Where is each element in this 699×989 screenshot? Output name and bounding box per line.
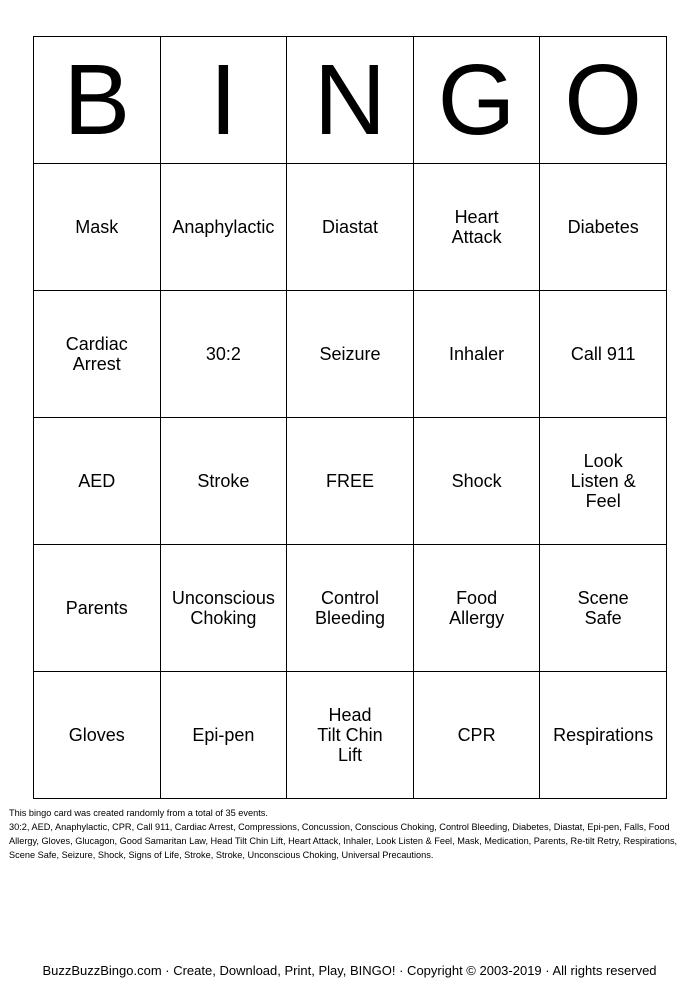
cell-label: Look Listen & Feel [570, 450, 636, 511]
cell-label: Mask [75, 216, 119, 237]
bingo-cell [287, 291, 414, 418]
bingo-card [33, 36, 667, 799]
bingo-cell [34, 291, 161, 418]
cell-label: FREE [325, 470, 374, 491]
cell-label: Parents [65, 597, 128, 618]
bingo-cell [413, 291, 540, 418]
cell-label: Diabetes [567, 216, 639, 237]
bingo-cell [287, 545, 414, 672]
bingo-row [34, 418, 667, 545]
cell-label: Anaphylactic [172, 216, 275, 237]
bingo-cell [160, 418, 287, 545]
events-intro: This bingo card was created randomly from a total of 35 events. [9, 808, 268, 818]
header-letter-o: O [540, 37, 667, 164]
bingo-cell [540, 418, 667, 545]
bingo-cell [34, 418, 161, 545]
cell-label: Heart Attack [451, 206, 502, 247]
bingo-cell [540, 672, 667, 799]
bingo-cell [413, 545, 540, 672]
bingo-cell [287, 164, 414, 291]
bingo-row [34, 291, 667, 418]
cell-label: Diastat [321, 216, 378, 237]
cell-label: Gloves [68, 724, 125, 745]
cell-label: Head Tilt Chin Lift [317, 704, 383, 765]
bingo-cell [540, 291, 667, 418]
cell-label: Respirations [553, 724, 654, 745]
cell-label: Inhaler [449, 343, 505, 364]
cell-label: Shock [451, 470, 502, 491]
bingo-cell [540, 545, 667, 672]
bingo-cell [540, 164, 667, 291]
header-letter-b: B [34, 37, 161, 164]
bingo-cell [160, 545, 287, 672]
cell-label: AED [78, 470, 116, 491]
cell-label: Unconscious Choking [171, 587, 275, 628]
bingo-cell [160, 291, 287, 418]
cell-label: Epi-pen [192, 724, 255, 745]
bingo-row [34, 672, 667, 799]
cell-label: Food Allergy [449, 587, 505, 628]
cell-label: Stroke [197, 470, 250, 491]
bingo-cell [413, 672, 540, 799]
cell-label: 30:2 [205, 343, 241, 364]
cell-label: Call 911 [570, 343, 636, 364]
bingo-cell [160, 672, 287, 799]
cell-label: Scene Safe [577, 587, 629, 628]
bingo-cell [160, 164, 287, 291]
header-letter-n: N [287, 37, 414, 164]
bingo-cell [34, 545, 161, 672]
bingo-cell [34, 164, 161, 291]
header-letter-g: G [413, 37, 540, 164]
bingo-cell [413, 164, 540, 291]
events-list: 30:2, AED, Anaphylactic, CPR, Call 911, Cardiac Arrest, Compressions, Concussion, Conscious Choking, Control Bleeding, Diabetes, Diastat, Epi-pen, Falls, Food Allergy, Gloves, Glucagon, Good Samaritan Law, Head Tilt Chin Lift, Heart Attack, Inhaler, Look Listen & Feel, Mask, Medication, Parents, Re-tilt Retry, Respirations, Scene Safe, Seizure, Shock, Signs of Life, Stroke, Stroke, Unconscious Choking, Universal Precautions. [9, 822, 678, 860]
events-note [9, 806, 693, 862]
cell-label: Control Bleeding [314, 587, 386, 628]
cell-label: Seizure [319, 343, 381, 364]
bingo-cell [413, 418, 540, 545]
cell-label: CPR [457, 724, 496, 745]
bingo-row [34, 164, 667, 291]
copyright-footer: BuzzBuzzBingo.com · Create, Download, Print, Play, BINGO! · Copyright © 2003-2019 · All rights reserved [42, 963, 657, 978]
header-letter-i: I [160, 37, 287, 164]
bingo-cell [287, 672, 414, 799]
cell-label: Cardiac Arrest [65, 333, 128, 374]
free-space-cell [287, 418, 414, 545]
bingo-row [34, 545, 667, 672]
bingo-cell [34, 672, 161, 799]
bingo-header-row [34, 37, 667, 164]
